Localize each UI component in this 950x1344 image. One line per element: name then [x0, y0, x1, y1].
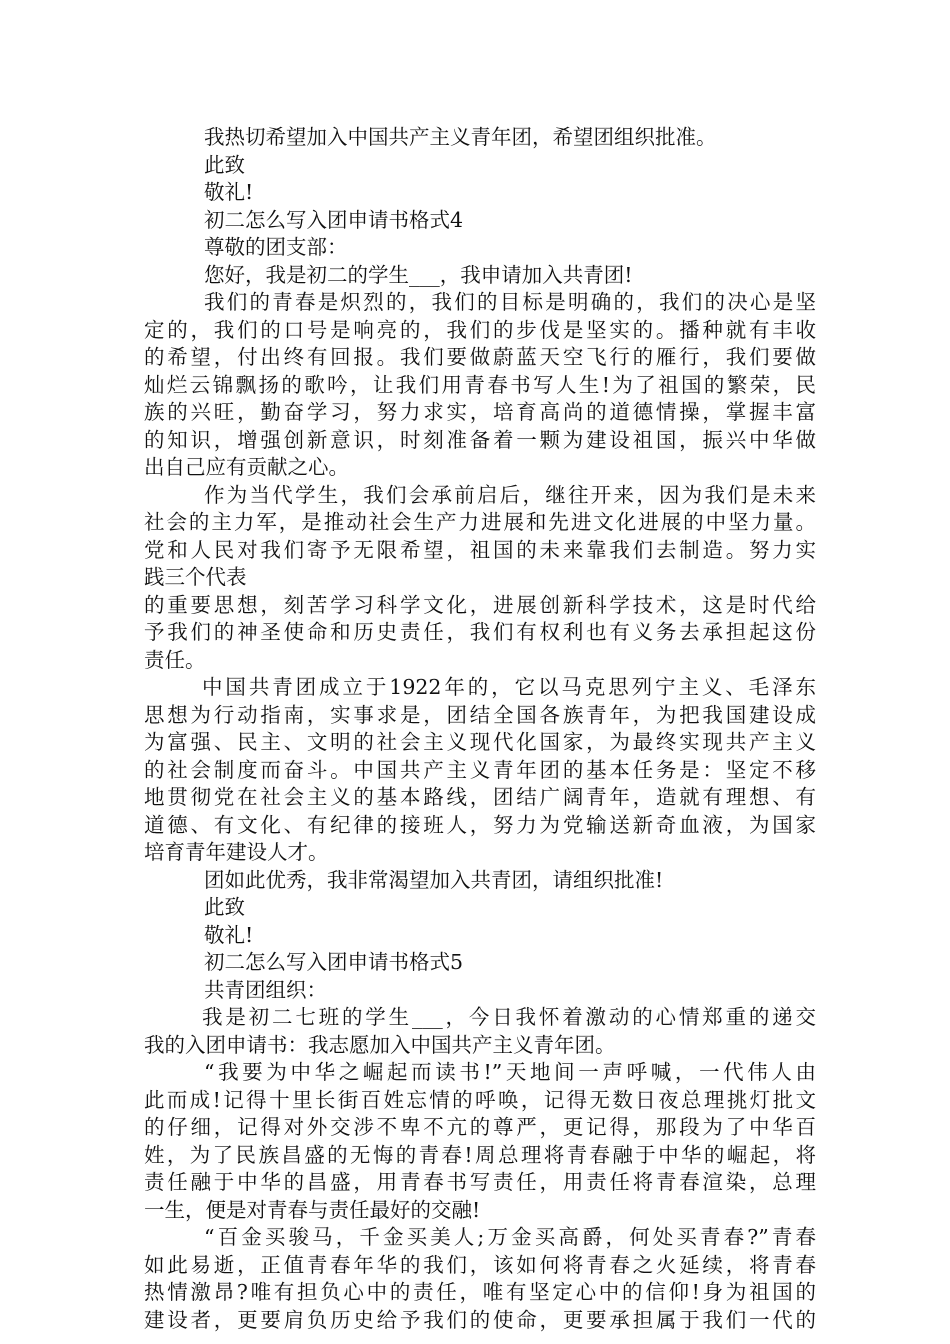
text-line: 的知识，增强创新意识，时刻准备着一颗为建设祖国，振兴中华做 — [144, 427, 816, 452]
text-line: 道德、有文化、有纪律的接班人，努力为党输送新奇血液，为国家 — [144, 812, 816, 837]
document-page — [144, 124, 816, 1334]
text-line: 我是初二七班的学生___，今日我怀着激动的心情郑重的递交 — [202, 1005, 816, 1029]
text-line: 族的兴旺，勤奋学习，努力求实，培育高尚的道德情操，掌握丰富 — [144, 400, 816, 424]
text-line: 我的入团申请书：我志愿加入中国共产主义青年团。 — [144, 1032, 616, 1057]
section-heading: 初二怎么写入团申请书格式5 — [204, 950, 464, 974]
text-line: 我们的青春是炽烈的，我们的目标是明确的，我们的决心是坚 — [204, 290, 816, 314]
text-line: 予我们的神圣使命和历史责任，我们有权利也有义务去承担起这份 — [144, 620, 816, 644]
letter-greeting: 尊敬的团支部： — [204, 235, 348, 259]
text-line: 践三个代表 — [144, 565, 247, 589]
text-line: 地贯彻党在社会主义的基本路线，团结广阔青年，造就有理想、有 — [144, 785, 816, 809]
text-line: 定的，我们的口号是响亮的，我们的步伐是坚实的。播种就有丰收 — [144, 317, 816, 342]
text-line: “百金买骏马，千金买美人;万金买高爵，何处买青春?”青春 — [204, 1225, 816, 1249]
text-line: 社会的主力军，是推动社会生产力进展和先进文化进展的中坚力量。 — [144, 510, 816, 534]
text-line: 党和人民对我们寄予无限希望，祖国的未来靠我们去制造。努力实 — [144, 537, 816, 562]
closing-regards: 敬礼! — [204, 180, 254, 204]
closing-regards: 敬礼! — [204, 922, 254, 947]
text-line: “我要为中华之崛起而读书!”天地间一声呼喊，一代伟人由 — [204, 1060, 816, 1084]
text-line: 姓，为了民族昌盛的无悔的青春!周总理将青春融于中华的崛起，将 — [144, 1142, 816, 1167]
text-line: 的希望，付出终有回报。我们要做蔚蓝天空飞行的雁行，我们要做 — [144, 345, 816, 369]
text-line: 一生，便是对青春与责任最好的交融! — [144, 1197, 481, 1222]
text-line: 为富强、民主、文明的社会主义现代化国家，为最终实现共产主义 — [144, 730, 816, 754]
text-line: 建设者，更要肩负历史给予我们的使命，更要承担属于我们一代的 — [144, 1307, 816, 1332]
letter-greeting: 共青团组织： — [204, 977, 327, 1002]
text-line: 团如此优秀，我非常渴望加入共青团，请组织批准! — [204, 867, 664, 892]
text-line: 热情激昂?唯有担负心中的责任，唯有坚定心中的信仰!身为祖国的 — [144, 1280, 816, 1304]
text-line: 思想为行动指南，实事求是，团结全国各族青年，为把我国建设成 — [144, 702, 816, 727]
text-line: 灿烂云锦飘扬的歌吟，让我们用青春书写人生!为了祖国的繁荣，民 — [144, 372, 816, 397]
text-line: 的社会制度而奋斗。中国共产主义青年团的基本任务是：坚定不移 — [144, 757, 816, 782]
closing-salutation: 此致 — [204, 152, 245, 177]
text-line: 此而成!记得十里长街百姓忘情的呼唤，记得无数日夜总理挑灯批文 — [144, 1087, 816, 1112]
closing-salutation: 此致 — [204, 895, 245, 919]
section-heading: 初二怎么写入团申请书格式4 — [204, 207, 464, 232]
text-line: 培育青年建设人才。 — [144, 840, 329, 864]
text-line: 我热切希望加入中国共产主义青年团，希望团组织批准。 — [204, 125, 717, 149]
text-line: 责任融于中华的昌盛，用青春书写责任，用责任将青春渲染，总理 — [144, 1170, 816, 1194]
text-line: 的重要思想，刻苦学习科学文化，进展创新科学技术，这是时代给 — [144, 592, 816, 617]
text-line: 责任。 — [144, 647, 206, 672]
text-line: 中国共青团成立于1922年的，它以马克思列宁主义、毛泽东 — [202, 675, 816, 699]
text-line: 如此易逝，正值青春年华的我们，该如何将青春之火延续，将青春 — [144, 1252, 816, 1277]
text-line: 作为当代学生，我们会承前启后，继往开来，因为我们是未来 — [204, 482, 816, 507]
text-line: 您好，我是初二的学生___，我申请加入共青团! — [204, 262, 633, 287]
text-line: 出自己应有贡献之心。 — [144, 455, 349, 479]
text-line: 的仔细，记得对外交涉不卑不亢的尊严，更记得，那段为了中华百 — [144, 1115, 816, 1139]
